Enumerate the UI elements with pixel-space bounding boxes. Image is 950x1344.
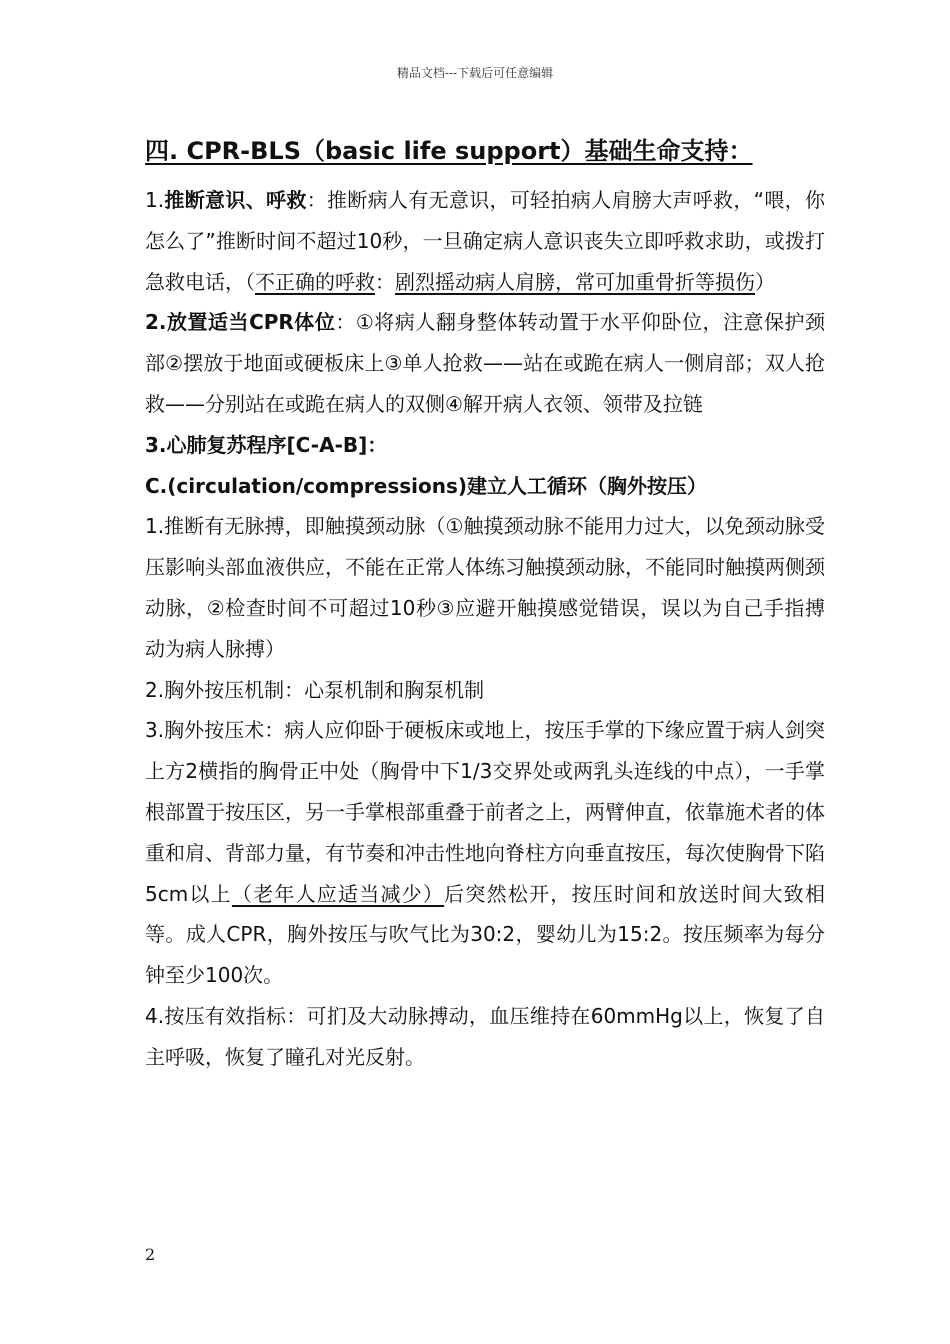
subheading-circulation: C.(circulation/compressions)建立人工循环（胸外按压） — [145, 473, 708, 498]
item-text: ：推断病人有无意识，可轻拍病人肩膀大声呼救，“喂，你怎么了”推断时间不超过10秒，一旦确定病人意识丧失立即呼救求助，或拨打急救电话，（ — [145, 188, 825, 294]
underlined-label: 不正确的呼救 — [255, 269, 375, 294]
page-number: 2 — [145, 1245, 156, 1264]
paragraph-compression-technique — [145, 710, 825, 996]
paragraph-effectiveness-indicators: 4.按压有效指标：可扪及大动脉搏动，血压维持在60mmHg以上，恢复了自主呼吸，恢复了瞳孔对光反射。 — [145, 1003, 825, 1069]
item-title: 推断意识、呼救 — [164, 188, 307, 212]
item-text: 3.胸外按压术：病人应仰卧于硬板床或地上，按压手掌的下缘应置于病人剑突上方2横指的胸骨正中处（胸骨中下1/3交界处或两乳头连线的中点），一手掌根部置于按压区，另一手掌根部重叠于前者之上，两臂伸直，依靠施术者的体重和肩、背部力量，有节奏和冲击性地向脊柱方向垂直按压，每次使胸骨下陷5cm以上 — [145, 718, 825, 906]
page-header: 精品文档---下载后可任意编辑 — [396, 66, 554, 80]
item-text: ：①将病人翻身整体转动置于水平仰卧位，注意保护颈部②摆放于地面或硬板床上③单人抢救——站在或跪在病人一侧肩部；双人抢救——分别站在或跪在病人的双侧④解开病人衣领、领带及拉链 — [145, 310, 826, 416]
item-number: 1. — [145, 188, 165, 212]
item-text-continued: 后突然松开，按压时间和放送时间大致相等。成人CPR，胸外按压与吹气比为30:2，婴幼儿为15:2。按压频率为每分钟至少100次。 — [145, 881, 826, 988]
closing-paren: ） — [755, 269, 775, 294]
item-title: 2.放置适当CPR体位 — [145, 310, 336, 335]
paragraph-pulse-check: 1.推断有无脉搏，即触摸颈动脉（①触摸颈动脉不能用力过大，以免颈动脉受压影响头部血液供应，不能在正常人体练习触摸颈动脉，不能同时触摸两侧颈动脉，②检查时间不可超过10秒③应避开触摸感觉错误，误以为自己手指搏动为病人脉搏） — [145, 514, 825, 661]
underlined-note: （老年人应适当减少） — [231, 881, 445, 906]
paragraph-cpr-position — [145, 302, 825, 424]
paragraph-consciousness-check — [145, 180, 825, 302]
document-body — [145, 132, 825, 1078]
section-heading: 四. CPR-BLS（basic life support）基础生命支持： — [145, 137, 753, 165]
paragraph-compression-mechanism: 2.胸外按压机制：心泵机制和胸泵机制 — [145, 677, 485, 702]
paragraph-cpr-procedure-title: 3.心肺复苏程序[C-A-B]： — [145, 432, 388, 457]
colon-text: ： — [375, 269, 395, 294]
underlined-note: 剧烈摇动病人肩膀，常可加重骨折等损伤 — [395, 269, 755, 294]
